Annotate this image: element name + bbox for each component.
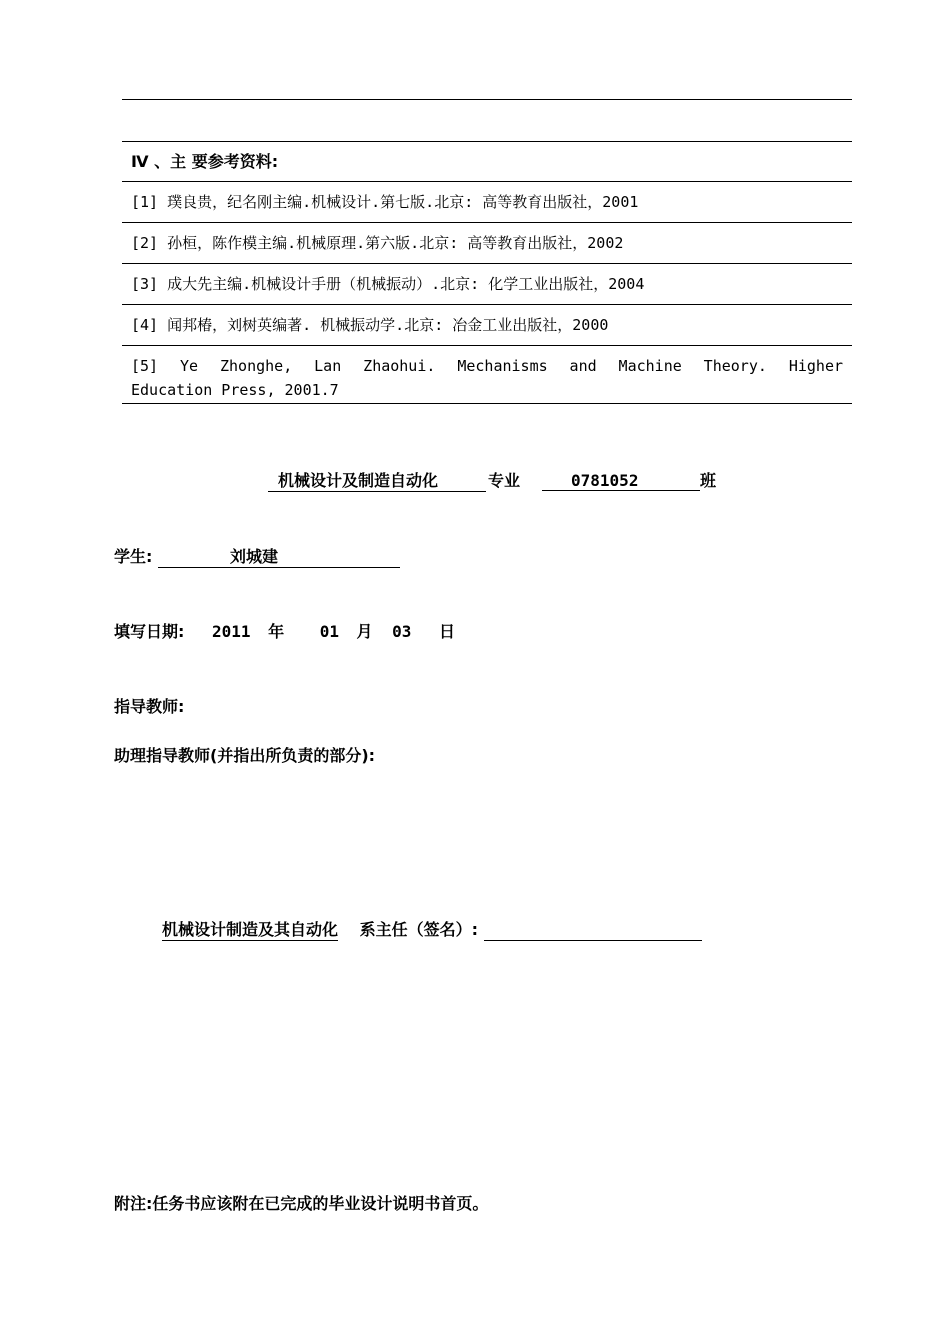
student-line — [114, 544, 400, 568]
date-year: 2011 — [211, 622, 251, 641]
department-head-label: 系主任（签名）: — [359, 920, 478, 939]
reference-item-5 — [122, 346, 852, 404]
department-name: 机械设计制造及其自动化 — [162, 917, 338, 941]
date-day-unit: 日 — [438, 622, 455, 641]
advisor-label: 指导教师: — [114, 697, 185, 716]
date-label: 填写日期: — [114, 622, 185, 641]
reference-item-5-line1: [5] Ye Zhonghe, Lan Zhaohui. Mechanisms and Machine Theory. Higher — [131, 357, 843, 375]
footnote: 附注:任务书应该附在已完成的毕业设计说明书首页。 — [114, 1194, 489, 1213]
date-month-unit: 月 — [356, 622, 373, 641]
major-name: 机械设计及制造自动化 — [268, 468, 486, 492]
student-label: 学生: — [114, 547, 153, 566]
date-line — [114, 619, 455, 642]
class-line — [268, 468, 716, 492]
class-label: 班 — [700, 471, 717, 490]
date-month: 01 — [319, 622, 339, 641]
department-signature-line — [162, 917, 702, 941]
reference-item-5-line2: Education Press, 2001.7 — [131, 381, 339, 399]
date-day: 03 — [392, 622, 412, 641]
major-label: 专业 — [488, 471, 521, 490]
class-number: 0781052 — [542, 471, 700, 491]
reference-item-1: [1] 璞良贵，纪名刚主编.机械设计.第七版.北京: 高等教育出版社，2001 — [122, 182, 852, 223]
reference-item-4: [4] 闻邦椿，刘树英编著. 机械振动学.北京: 冶金工业出版社，2000 — [122, 305, 852, 346]
references-heading: Ⅳ 、主 要参考资料: — [122, 142, 852, 182]
department-head-signature-field[interactable] — [484, 922, 702, 941]
student-name-field: 刘城建 — [158, 544, 400, 568]
references-table — [122, 141, 852, 404]
date-year-unit: 年 — [268, 622, 285, 641]
reference-item-3: [3] 成大先主编.机械设计手册（机械振动）.北京: 化学工业出版社，2004 — [122, 264, 852, 305]
assistant-advisor-label: 助理指导教师(并指出所负责的部分): — [114, 746, 376, 765]
reference-item-2: [2] 孙桓，陈作模主编.机械原理.第六版.北京: 高等教育出版社，2002 — [122, 223, 852, 264]
top-rule — [122, 99, 852, 100]
